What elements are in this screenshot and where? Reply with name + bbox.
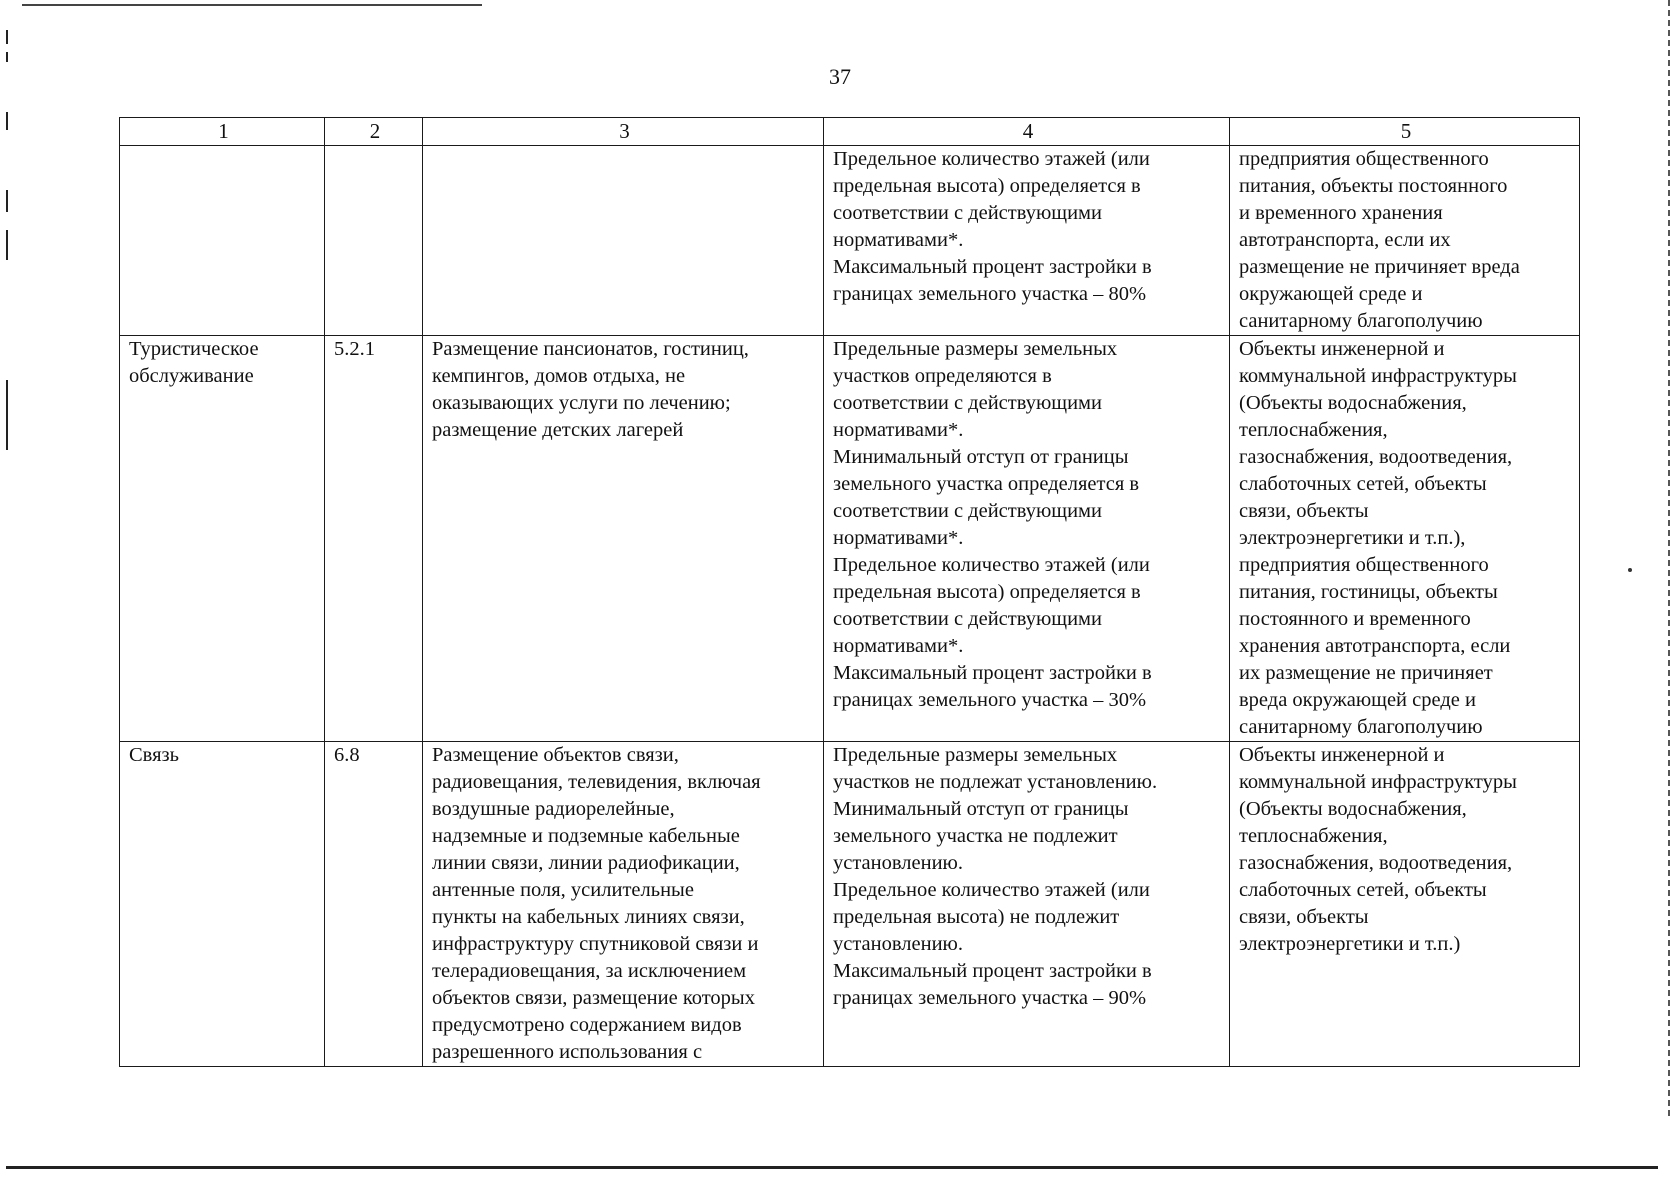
cell-line: предельная высота) не подлежит [833,906,1120,928]
cell-line: газоснабжения, водоотведения, [1239,446,1513,468]
column-header-2: 2 [325,118,423,146]
cell-line: санитарному благополучию [1239,716,1483,738]
cell-line: предельная высота) определяется в [833,175,1141,197]
cell-line: санитарному благополучию [1239,310,1483,332]
cell-auxiliary-uses [1230,146,1580,336]
cell-use-name: Туристическое обслуживание [120,336,325,742]
cell-line: Максимальный процент застройки в [833,960,1152,982]
table-body [120,146,1580,1067]
page-number: 37 [829,64,851,89]
table-row [120,742,1580,1067]
cell-line: коммунальной инфраструктуры [1239,771,1517,793]
cell-line: коммунальной инфраструктуры [1239,365,1517,387]
cell-line: их размещение не причиняет [1239,662,1493,684]
cell-parameters [824,146,1230,336]
cell-line: Предельные размеры земельных [833,744,1118,766]
scan-left-margin-marks [6,20,9,1170]
cell-parameters [824,336,1230,742]
cell-line: объектов связи, размещение которых [432,987,755,1009]
cell-line: нормативами*. [833,419,964,441]
cell-line: Объекты инженерной и [1239,338,1445,360]
cell-line: земельного участка определяется в [833,473,1140,495]
cell-line: теплоснабжения, [1239,825,1388,847]
cell-line: автотранспорта, если их [1239,229,1451,251]
cell-line: Предельное количество этажей (или [833,554,1150,576]
scan-bottom-border [6,1166,1658,1169]
cell-line: размещение детских лагерей [432,419,684,441]
cell-line: разрешенного использования с [432,1041,703,1063]
cell-line: соответствии с действующими [833,608,1102,630]
cell-line: связи, объекты [1239,906,1369,928]
cell-line: телерадиовещания, за исключением [432,960,747,982]
cell-line: и временного хранения [1239,202,1443,224]
cell-line: газоснабжения, водоотведения, [1239,852,1513,874]
cell-line: Минимальный отступ от границы [833,446,1129,468]
cell-line: (Объекты водоснабжения, [1239,392,1467,414]
cell-line: оказывающих услуги по лечению; [432,392,731,414]
table-header-row [120,118,1580,146]
cell-line: пункты на кабельных линиях связи, [432,906,745,928]
cell-parameters [824,742,1230,1067]
cell-line: питания, гостиницы, объекты [1239,581,1498,603]
cell-line: вреда окружающей среде и [1239,689,1476,711]
cell-line: кемпингов, домов отдыха, не [432,365,686,387]
cell-line: установлению. [833,933,963,955]
cell-line: хранения автотранспорта, если [1239,635,1511,657]
cell-line: линии связи, линии радиофикации, [432,852,740,874]
cell-line: питания, объекты постоянного [1239,175,1508,197]
cell-line: предприятия общественного [1239,554,1489,576]
cell-line: предприятия общественного [1239,148,1489,170]
cell-line: предусмотрено содержанием видов [432,1014,742,1036]
table-row [120,336,1580,742]
cell-line: Предельное количество этажей (или [833,148,1150,170]
cell-line: электроэнергетики и т.п.) [1239,933,1461,955]
column-header-1: 1 [120,118,325,146]
cell-line: Максимальный процент застройки в [833,256,1152,278]
cell-line: соответствии с действующими [833,392,1102,414]
cell-line: антенные поля, усилительные [432,879,694,901]
cell-line: радиовещания, телевидения, включая [432,771,761,793]
cell-use-code: 5.2.1 [325,336,423,742]
cell-line: (Объекты водоснабжения, [1239,798,1467,820]
cell-line: Предельное количество этажей (или [833,879,1150,901]
cell-line: электроэнергетики и т.п.), [1239,527,1466,549]
cell-use-description [423,146,824,336]
cell-line: соответствии с действующими [833,202,1102,224]
cell-use-name: Связь [120,742,325,1067]
cell-line: инфраструктуру спутниковой связи и [432,933,759,955]
column-header-3: 3 [423,118,824,146]
cell-use-description [423,336,824,742]
cell-line: воздушные радиорелейные, [432,798,675,820]
cell-line: слаботочных сетей, объекты [1239,473,1487,495]
cell-use-code [325,146,423,336]
cell-line: Максимальный процент застройки в [833,662,1152,684]
cell-line: предельная высота) определяется в [833,581,1141,603]
cell-line: окружающей среде и [1239,283,1423,305]
cell-use-code: 6.8 [325,742,423,1067]
cell-line: нормативами*. [833,229,964,251]
cell-auxiliary-uses [1230,336,1580,742]
cell-line: слаботочных сетей, объекты [1239,879,1487,901]
cell-line: Минимальный отступ от границы [833,798,1129,820]
cell-auxiliary-uses [1230,742,1580,1067]
cell-line: нормативами*. [833,635,964,657]
cell-line: размещение не причиняет вреда [1239,256,1520,278]
cell-line: нормативами*. [833,527,964,549]
cell-line: постоянного и временного [1239,608,1471,630]
cell-line: участков определяются в [833,365,1052,387]
cell-line: участков не подлежат установлению. [833,771,1158,793]
scan-right-edge [1668,0,1670,1120]
cell-line: Размещение пансионатов, гостиниц, [432,338,749,360]
column-header-5: 5 [1230,118,1580,146]
cell-line: Объекты инженерной и [1239,744,1445,766]
cell-use-name [120,146,325,336]
cell-line: надземные и подземные кабельные [432,825,740,847]
cell-line: границах земельного участка – 30% [833,689,1147,711]
cell-line: границах земельного участка – 80% [833,283,1147,305]
cell-line: границах земельного участка – 90% [833,987,1147,1009]
cell-line: соответствии с действующими [833,500,1102,522]
cell-line: теплоснабжения, [1239,419,1388,441]
column-header-4: 4 [824,118,1230,146]
cell-use-description [423,742,824,1067]
scan-top-border [22,4,482,6]
land-use-table [119,117,1580,1067]
table-row [120,146,1580,336]
scan-speck [1628,568,1632,572]
cell-line: Размещение объектов связи, [432,744,679,766]
cell-line: связи, объекты [1239,500,1369,522]
cell-line: установлению. [833,852,963,874]
cell-line: Предельные размеры земельных [833,338,1118,360]
cell-line: земельного участка не подлежит [833,825,1118,847]
